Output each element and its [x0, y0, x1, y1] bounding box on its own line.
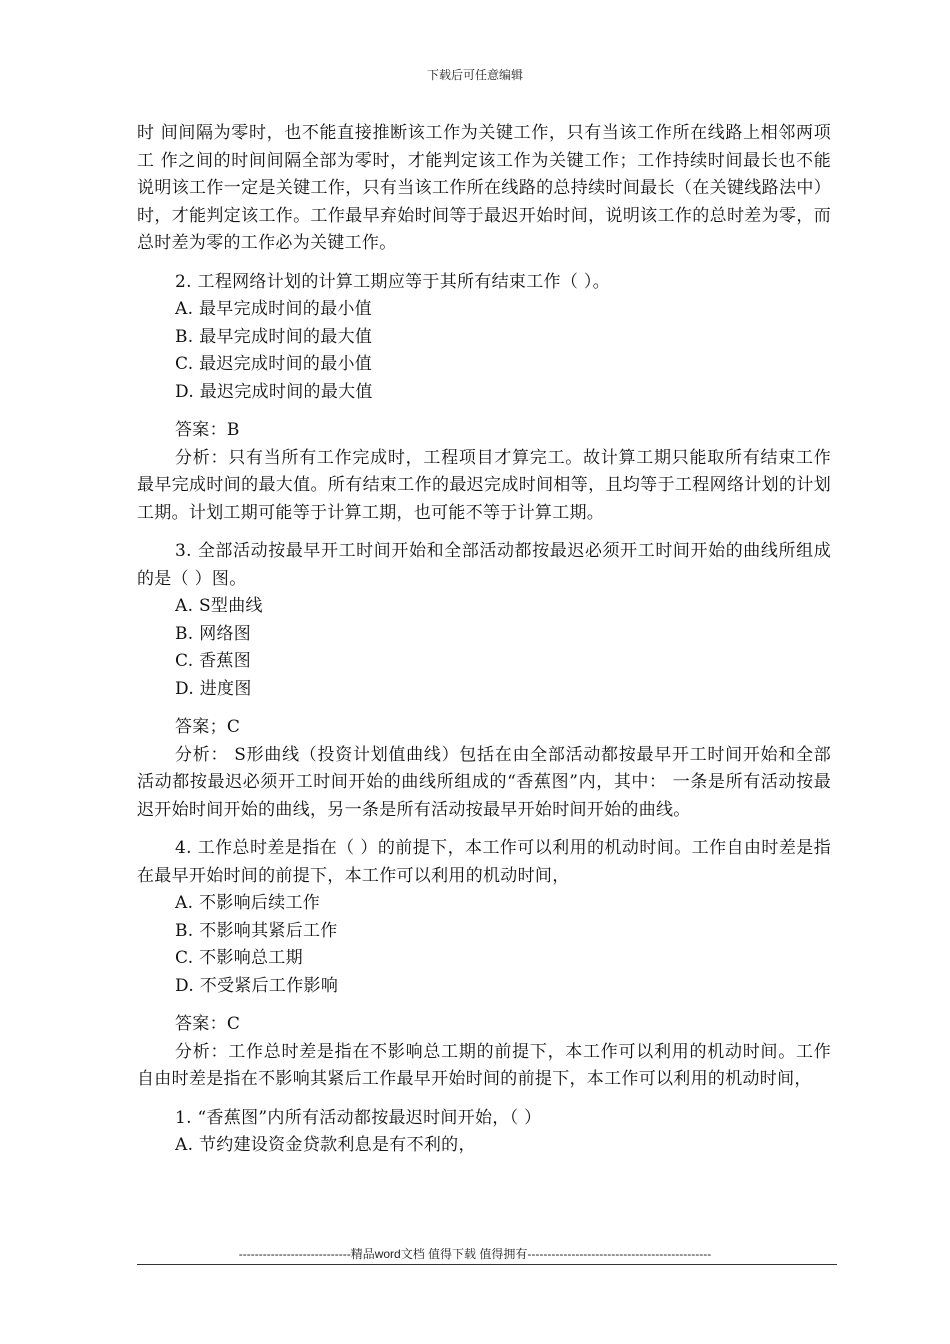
question-text: 1. “香蕉图”内所有活动都按最迟时间开始，（ ） [175, 1107, 542, 1128]
option-a: A. S型曲线 [175, 596, 263, 616]
option-c: C. 最迟完成时间的最小值 [175, 354, 373, 374]
question-3 [137, 538, 831, 824]
page-footer: ----------------------------精品word文档 值得下载 值得拥有---------------------------------------------- [238, 1247, 712, 1261]
question-text: 4. 工作总时差是指在（ ）的前提下，本工作可以利用的机动时间。工作自由时差是指在最早开始时间的前提下，本工作可以利用的机动时间， [137, 838, 831, 886]
answer: 答案：B [175, 420, 240, 440]
answer: 答案：C [175, 1014, 241, 1034]
option-d: D. 不受紧后工作影响 [175, 975, 339, 996]
question-text: 2. 工程网络计划的计算工期应等于其所有结束工作（ ）。 [175, 271, 610, 292]
document-body [137, 120, 831, 1160]
intro-paragraph: 时 间间隔为零时，也不能直接推断该工作为关键工作，只有当该工作所在线路上相邻两项工 作之间的时间间隔全部为零时，才能判定该工作为关键工作；工作持续时间最长也不能说明该工作一定是关键工作，只有当该工作所在线路的总持续时间最长（在关键线路法中）时，才能判定该工作。工作最早弃始时间等于最迟开始时间，说明该工作的总时差为零，而总时差为零的工作必为关键工作。 [137, 123, 831, 253]
footer-rule [137, 1264, 837, 1265]
question-2 [137, 269, 831, 528]
page-header: 下载后可任意编辑 [426, 68, 523, 82]
option-b: B. 不影响其紧后工作 [175, 920, 338, 941]
option-b: B. 最早完成时间的最大值 [175, 326, 373, 347]
question-5 [137, 1105, 831, 1160]
option-c: C. 香蕉图 [175, 651, 252, 671]
option-d: D. 进度图 [175, 678, 252, 699]
option-a: A. 不影响后续工作 [175, 893, 321, 913]
option-d: D. 最迟完成时间的最大值 [175, 381, 373, 402]
answer: 答案；C [175, 717, 241, 737]
analysis: 分析：只有当所有工作完成时，工程项目才算完工。故计算工期只能取所有结束工作最早完成时间的最大值。所有结束工作的最迟完成时间相等，且均等于工程网络计划的计划工期。计划工期可能等于计算工期，也可能不等于计算工期。 [137, 447, 831, 523]
option-b: B. 网络图 [175, 623, 252, 644]
question-4 [137, 835, 831, 1094]
question-text: 3. 全部活动按最早开工时间开始和全部活动都按最迟必须开工时间开始的曲线所组成的是（ ）图。 [137, 541, 831, 589]
analysis: 分析： S形曲线（投资计划值曲线）包括在由全部活动都按最早开工时间开始和全部活动都按最迟必须开工时间开始的曲线所组成的“香蕉图”内，其中： 一条是所有活动按最迟开始时间开始的曲线，另一条是所有活动按最早开始时间开始的曲线。 [137, 744, 831, 820]
analysis: 分析：工作总时差是指在不影响总工期的前提下，本工作可以利用的机动时间。工作自由时差是指在不影响其紧后工作最早开始时间的前提下，本工作可以利用的机动时间， [137, 1041, 831, 1089]
option-a: A. 最早完成时间的最小值 [175, 299, 372, 319]
option-a: A. 节约建设资金贷款利息是有不利的， [175, 1135, 476, 1155]
option-c: C. 不影响总工期 [175, 948, 303, 968]
